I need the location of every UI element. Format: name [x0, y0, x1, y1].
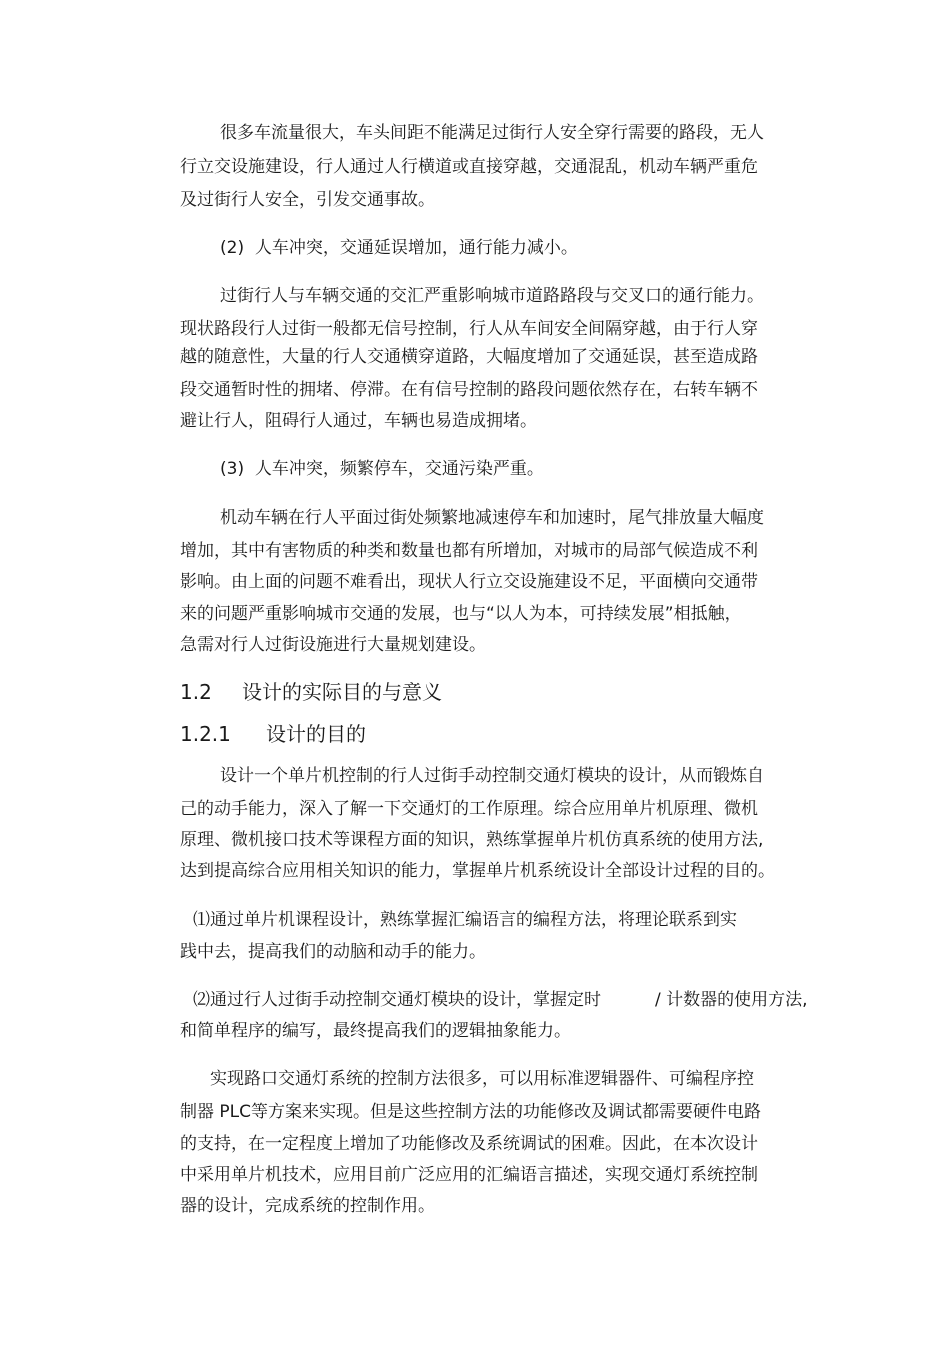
- list-item-3: [220, 458, 544, 480]
- paragraph-line: 制器 PLC等方案来实现。但是这些控制方法的功能修改及调试都需要硬件电路: [180, 1102, 761, 1122]
- paragraph-line: ⑴通过单片机课程设计，熟练掌握汇编语言的编程方法，将理论联系到实: [193, 910, 737, 930]
- paragraph-line: 急需对行人过街设施进行大量规划建设。: [180, 635, 486, 655]
- paragraph-line: 践中去，提高我们的动脑和动手的能力。: [180, 942, 486, 962]
- paragraph-line: 器的设计，完成系统的控制作用。: [180, 1196, 435, 1216]
- section-number: 1.2.1: [180, 722, 231, 746]
- paragraph-line: 段交通暂时性的拥堵、停滞。在有信号控制的路段问题依然存在，右转车辆不: [180, 380, 758, 400]
- section-title: 设计的实际目的与意义: [242, 680, 442, 704]
- list-item-number: (2): [220, 238, 245, 258]
- paragraph-line: 来的问题严重影响城市交通的发展，也与“以人为本，可持续发展”相抵触，: [180, 604, 742, 624]
- list-item-number: (3): [220, 459, 245, 479]
- paragraph-line: 达到提高综合应用相关知识的能力，掌握单片机系统设计全部设计过程的目的。: [180, 861, 775, 881]
- paragraph-line: 原理、微机接口技术等课程方面的知识，熟练掌握单片机仿真系统的使用方法,: [180, 830, 764, 850]
- paragraph-line: 机动车辆在行人平面过街处频繁地减速停车和加速时，尾气排放量大幅度: [220, 508, 764, 528]
- paragraph-line: 越的随意性，大量的行人交通横穿道路，大幅度增加了交通延误，甚至造成路: [180, 347, 758, 367]
- paragraph-line: 及过街行人安全，引发交通事故。: [180, 190, 435, 210]
- section-number: 1.2: [180, 680, 212, 704]
- section-heading-1-2-1: [180, 722, 366, 746]
- section-title: 设计的目的: [266, 722, 366, 746]
- list-item-2: [220, 237, 578, 259]
- list-item-text: 人车冲突，频繁停车，交通污染严重。: [254, 459, 544, 479]
- paragraph-line: / 计数器的使用方法,: [655, 990, 808, 1010]
- paragraph-line: 己的动手能力，深入了解一下交通灯的工作原理。综合应用单片机原理、微机: [180, 799, 758, 819]
- list-item-text: 人车冲突，交通延误增加，通行能力减小。: [254, 238, 578, 258]
- paragraph-line: 避让行人，阻碍行人通过，车辆也易造成拥堵。: [180, 411, 537, 431]
- paragraph-line: 中采用单片机技术，应用目前广泛应用的汇编语言描述，实现交通灯系统控制: [180, 1165, 758, 1185]
- section-heading-1-2: [180, 680, 442, 704]
- paragraph-line: 的支持，在一定程度上增加了功能修改及系统调试的困难。因此，在本次设计: [180, 1134, 758, 1154]
- paragraph-line: 设计一个单片机控制的行人过街手动控制交通灯模块的设计，从而锻炼自: [220, 766, 764, 786]
- paragraph-line: 行立交设施建设，行人通过人行横道或直接穿越，交通混乱，机动车辆严重危: [180, 157, 758, 177]
- paragraph-line: 过街行人与车辆交通的交汇严重影响城市道路路段与交叉口的通行能力。: [220, 286, 764, 306]
- paragraph-line: 实现路口交通灯系统的控制方法很多，可以用标准逻辑器件、可编程序控: [210, 1069, 754, 1089]
- paragraph-line: 影响。由上面的问题不难看出，现状人行立交设施建设不足，平面横向交通带: [180, 572, 758, 592]
- paragraph-line: 很多车流量很大，车头间距不能满足过街行人安全穿行需要的路段，无人: [220, 123, 764, 143]
- paragraph-line: 和简单程序的编写，最终提高我们的逻辑抽象能力。: [180, 1021, 571, 1041]
- paragraph-line: 增加，其中有害物质的种类和数量也都有所增加，对城市的局部气候造成不利: [180, 541, 758, 561]
- paragraph-line: 现状路段行人过街一般都无信号控制，行人从车间安全间隔穿越，由于行人穿: [180, 319, 758, 339]
- paragraph-line: ⑵通过行人过街手动控制交通灯模块的设计，掌握定时: [193, 990, 601, 1010]
